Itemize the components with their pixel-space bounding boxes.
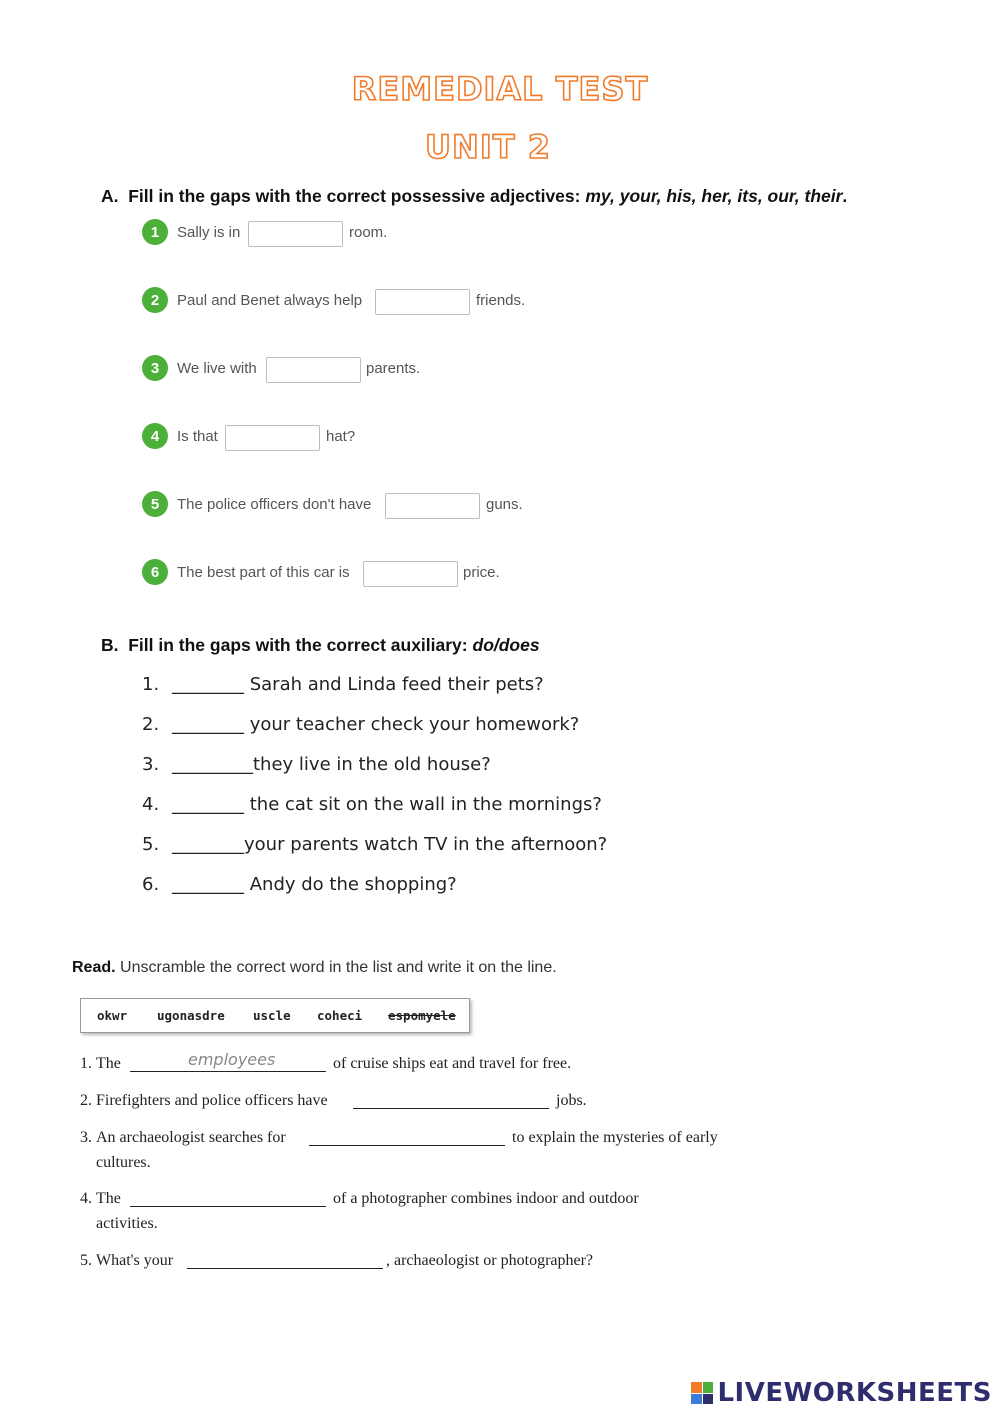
b-item-text: ________ Andy do the shopping? bbox=[172, 874, 457, 895]
word-list-item: uscle bbox=[253, 1008, 291, 1023]
section-b-options: do/does bbox=[472, 635, 540, 655]
answer-input-a6[interactable] bbox=[363, 561, 458, 587]
item-number-badge: 6 bbox=[142, 559, 168, 585]
item-number-badge: 4 bbox=[142, 423, 168, 449]
word-list-item-struck: espomyele bbox=[388, 1008, 456, 1023]
read-instruction-text: Unscramble the correct word in the list and write it on the line. bbox=[120, 959, 557, 976]
page-subtitle: UNIT 2 bbox=[425, 128, 551, 166]
word-list-item: okwr bbox=[97, 1008, 128, 1023]
answer-input-a5[interactable] bbox=[385, 493, 480, 519]
c-item-after: to explain the mysteries of early bbox=[512, 1129, 718, 1146]
b-item-number: 3. bbox=[142, 754, 160, 775]
item-text-after: friends. bbox=[476, 292, 526, 309]
item-number-badge: 1 bbox=[142, 219, 168, 245]
c-item-number: 2. bbox=[80, 1092, 92, 1109]
answer-input-a2[interactable] bbox=[375, 289, 470, 315]
c-item-number: 5. bbox=[80, 1252, 92, 1269]
item-number-badge: 3 bbox=[142, 355, 168, 381]
item-text-before: We live with bbox=[177, 360, 257, 377]
c-item-before: Firefighters and police officers have bbox=[96, 1092, 328, 1109]
b-item-text: ________ Sarah and Linda feed their pets? bbox=[172, 674, 544, 695]
answer-input-a1[interactable] bbox=[248, 221, 343, 247]
c-item-after: of cruise ships eat and travel for free. bbox=[333, 1055, 572, 1072]
c-answer-line-4[interactable] bbox=[130, 1206, 326, 1207]
item-text-after: room. bbox=[349, 224, 388, 241]
item-number-badge: 5 bbox=[142, 491, 168, 517]
read-instruction bbox=[72, 959, 557, 977]
item-text-after: parents. bbox=[366, 360, 421, 377]
c-item-before: The bbox=[96, 1055, 121, 1072]
c-item-number: 3. bbox=[80, 1129, 92, 1146]
c-item-number: 1. bbox=[80, 1055, 92, 1072]
section-a-options: my, your, his, her, its, our, their bbox=[585, 186, 843, 206]
liveworksheets-logo bbox=[691, 1378, 992, 1408]
c-answer-line-5[interactable] bbox=[187, 1268, 383, 1269]
item-number-badge: 2 bbox=[142, 287, 168, 313]
b-item-number: 1. bbox=[142, 674, 160, 695]
c-item-continuation: activities. bbox=[96, 1215, 158, 1232]
c-item-number: 4. bbox=[80, 1190, 92, 1207]
c-answer-line-2[interactable] bbox=[353, 1108, 549, 1109]
example-answer: employees bbox=[188, 1050, 276, 1069]
item-text-before: Is that bbox=[177, 428, 218, 445]
word-list-item: ugonasdre bbox=[157, 1008, 225, 1023]
section-a-period: . bbox=[842, 186, 848, 206]
item-text-after: hat? bbox=[326, 428, 356, 445]
item-text-before: Paul and Benet always help bbox=[177, 292, 363, 309]
c-answer-line-1[interactable] bbox=[130, 1071, 326, 1072]
c-item-after: , archaeologist or photographer? bbox=[386, 1252, 594, 1269]
c-item-before: The bbox=[96, 1190, 121, 1207]
c-item-before: What's your bbox=[96, 1252, 174, 1269]
b-item-number: 2. bbox=[142, 714, 160, 735]
b-item-text: _________they live in the old house? bbox=[172, 754, 491, 775]
b-item-number: 5. bbox=[142, 834, 160, 855]
b-item-text: ________ the cat sit on the wall in the mornings? bbox=[172, 794, 602, 815]
item-text-before: The police officers don't have bbox=[177, 496, 372, 513]
answer-input-a4[interactable] bbox=[225, 425, 320, 451]
b-item-text: ________your parents watch TV in the afternoon? bbox=[172, 834, 608, 855]
section-a-letter: A. bbox=[101, 186, 119, 206]
b-item-text: ________ your teacher check your homework? bbox=[172, 714, 580, 735]
section-a-heading bbox=[101, 186, 847, 207]
b-item-number: 6. bbox=[142, 874, 160, 895]
word-list-item: coheci bbox=[317, 1008, 363, 1023]
item-text-before: Sally is in bbox=[177, 224, 241, 241]
section-b-letter: B. bbox=[101, 635, 119, 655]
item-text-before: The best part of this car is bbox=[177, 564, 350, 581]
c-answer-line-3[interactable] bbox=[309, 1145, 505, 1146]
c-item-after: of a photographer combines indoor and outdoor bbox=[333, 1190, 639, 1207]
c-item-after: jobs. bbox=[556, 1092, 587, 1109]
liveworksheets-logo-icon bbox=[691, 1382, 713, 1404]
section-b-heading bbox=[101, 635, 540, 656]
c-item-continuation: cultures. bbox=[96, 1154, 151, 1171]
liveworksheets-logo-text: LIVEWORKSHEETS bbox=[717, 1378, 992, 1408]
c-item-before: An archaeologist searches for bbox=[96, 1129, 286, 1146]
item-text-after: guns. bbox=[486, 496, 523, 513]
section-b-instruction: Fill in the gaps with the correct auxiliary: bbox=[128, 635, 468, 655]
section-a-instruction: Fill in the gaps with the correct possessive adjectives: bbox=[128, 186, 581, 206]
page-title: REMEDIAL TEST bbox=[351, 70, 649, 108]
read-label: Read. bbox=[72, 959, 116, 976]
answer-input-a3[interactable] bbox=[266, 357, 361, 383]
word-list-box bbox=[80, 998, 470, 1033]
item-text-after: price. bbox=[463, 564, 500, 581]
b-item-number: 4. bbox=[142, 794, 160, 815]
